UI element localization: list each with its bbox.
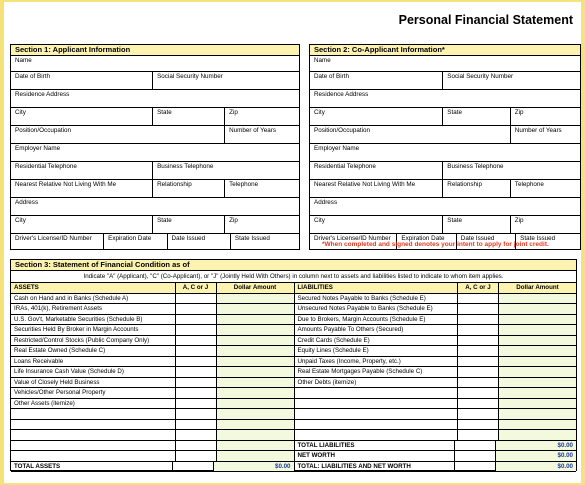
form-field[interactable]: Residential Telephone xyxy=(314,163,376,170)
amount-field[interactable] xyxy=(216,367,294,377)
amount-field[interactable] xyxy=(216,357,294,367)
owner-code-field[interactable] xyxy=(457,336,498,346)
liabilities-table xyxy=(294,283,577,472)
form-field[interactable]: Business Telephone xyxy=(442,162,580,179)
total-amount: $0.00 xyxy=(495,451,576,461)
total-row xyxy=(11,462,294,473)
owner-code-field[interactable] xyxy=(457,399,498,409)
owner-code-field[interactable] xyxy=(457,430,498,440)
owner-code-field[interactable] xyxy=(175,304,216,314)
item-label: Restricted/Control Stocks (Public Company Only) xyxy=(14,336,150,344)
column-header: A, C or J xyxy=(457,283,498,293)
table-row xyxy=(295,357,577,368)
field-row xyxy=(310,56,580,72)
field-row xyxy=(310,162,580,180)
item-label: Other Debts (itemize) xyxy=(297,378,357,386)
form-field[interactable]: Address xyxy=(15,199,39,206)
amount-field[interactable] xyxy=(216,325,294,335)
field-row xyxy=(310,180,580,198)
table-row xyxy=(295,346,577,357)
field-row xyxy=(11,198,299,216)
section-heading: Section 1: Applicant Information xyxy=(11,45,299,56)
table-row xyxy=(295,430,577,441)
owner-code-field[interactable] xyxy=(175,409,216,419)
form-field[interactable]: Driver's License/ID Number xyxy=(314,235,391,242)
form-field[interactable]: Number of Years xyxy=(510,126,580,143)
amount-field[interactable] xyxy=(498,420,576,430)
field-row xyxy=(310,144,580,162)
item-label xyxy=(295,420,458,430)
item-label xyxy=(295,388,458,398)
form-field[interactable]: State xyxy=(152,108,224,125)
owner-code-field[interactable] xyxy=(175,336,216,346)
amount-field[interactable] xyxy=(498,357,576,367)
column-header: LIABILITIES xyxy=(297,284,333,291)
table-row xyxy=(11,325,294,336)
field-row xyxy=(310,126,580,144)
total-row xyxy=(295,441,577,452)
form-field[interactable]: Business Telephone xyxy=(152,162,299,179)
item-label: Life Insurance Cash Value (Schedule D) xyxy=(14,368,124,375)
section-financial-condition xyxy=(10,259,577,471)
item-label: Vehicles/Other Personal Property xyxy=(14,389,106,396)
table-row xyxy=(11,336,294,347)
form-field[interactable]: Position/Occupation xyxy=(15,127,72,134)
item-label: Unsecured Notes Payable to Banks (Schedule E) xyxy=(297,305,433,312)
amount-field[interactable] xyxy=(216,388,294,398)
form-field[interactable]: Zip xyxy=(510,108,580,125)
owner-code-field[interactable] xyxy=(457,304,498,314)
field-row xyxy=(11,90,299,108)
amount-field[interactable] xyxy=(498,315,576,325)
table-row xyxy=(11,378,294,389)
total-label: TOTAL ASSETS xyxy=(14,462,61,470)
table-row xyxy=(295,367,577,378)
table-row xyxy=(11,346,294,357)
owner-code-field[interactable] xyxy=(175,325,216,335)
table-header-row xyxy=(295,283,577,294)
form-field[interactable]: Position/Occupation xyxy=(314,127,371,134)
table-row xyxy=(11,315,294,326)
form-field[interactable]: State xyxy=(442,108,510,125)
item-label: IRAs, 401(k), Retirement Assets xyxy=(14,305,103,312)
form-field[interactable]: Zip xyxy=(510,216,580,233)
form-field[interactable]: Zip xyxy=(224,108,299,125)
table-row xyxy=(11,409,294,420)
total-spacer xyxy=(454,462,495,472)
owner-code-field[interactable] xyxy=(175,399,216,409)
column-header: A, C or J xyxy=(175,283,216,293)
column-header: Dollar Amount xyxy=(498,283,576,293)
form-field[interactable]: Date Issued xyxy=(167,234,230,249)
item-label: Due to Brokers, Margin Accounts (Schedule E) xyxy=(297,315,426,323)
item-label: Cash on Hand and in Banks (Schedule A) xyxy=(14,294,129,302)
field-row xyxy=(11,234,299,249)
form-field[interactable]: State Issued xyxy=(230,234,299,249)
amount-field[interactable] xyxy=(216,451,294,461)
total-spacer xyxy=(454,451,495,461)
form-field[interactable]: Date of Birth xyxy=(314,73,349,80)
item-label: Credit Cards (Schedule E) xyxy=(297,336,370,344)
table-row xyxy=(295,336,577,347)
form-field[interactable]: Telephone xyxy=(510,180,580,197)
item-label xyxy=(295,409,458,419)
form-field[interactable]: Residence Address xyxy=(15,91,70,98)
owner-code-field[interactable] xyxy=(175,441,216,451)
form-field[interactable]: Nearest Relative Not Living With Me xyxy=(15,181,117,188)
form-field[interactable]: Relationship xyxy=(442,180,510,197)
item-label xyxy=(11,451,175,461)
table-row xyxy=(295,304,577,315)
section-heading: Section 3: Statement of Financial Condition as of xyxy=(11,260,576,271)
form-field[interactable]: Date of Birth xyxy=(15,73,50,80)
amount-field[interactable] xyxy=(216,441,294,451)
item-label xyxy=(11,420,175,430)
amount-field[interactable] xyxy=(216,399,294,409)
statement-page xyxy=(4,2,581,483)
table-row xyxy=(295,315,577,326)
item-label: Loans Receivable xyxy=(14,357,64,365)
owner-code-field[interactable] xyxy=(175,294,216,304)
item-label: Value of Closely Held Business xyxy=(14,378,100,386)
field-row xyxy=(11,72,299,90)
form-field[interactable]: Social Security Number xyxy=(442,72,580,89)
table-row xyxy=(11,430,294,441)
item-label xyxy=(295,430,458,440)
applicant-fields xyxy=(11,56,299,249)
amount-field[interactable] xyxy=(216,430,294,440)
owner-code-field[interactable] xyxy=(175,388,216,398)
amount-field[interactable] xyxy=(498,388,576,398)
table-row xyxy=(11,304,294,315)
form-field[interactable]: City xyxy=(314,217,325,224)
table-row xyxy=(11,451,294,462)
form-field[interactable]: Relationship xyxy=(152,180,224,197)
table-row xyxy=(11,388,294,399)
item-label xyxy=(11,441,175,451)
form-field[interactable]: Address xyxy=(314,199,338,206)
form-field[interactable]: Residence Address xyxy=(314,91,369,98)
table-row xyxy=(295,294,577,305)
amount-field[interactable] xyxy=(216,378,294,388)
owner-code-field[interactable] xyxy=(175,420,216,430)
total-amount: $0.00 xyxy=(495,441,576,451)
field-row xyxy=(11,180,299,198)
field-row xyxy=(310,90,580,108)
form-field[interactable]: Name xyxy=(15,57,32,64)
form-field[interactable]: Employer Name xyxy=(15,145,61,152)
field-row xyxy=(11,162,299,180)
amount-field[interactable] xyxy=(498,304,576,314)
column-header: Dollar Amount xyxy=(216,283,294,293)
amount-field[interactable] xyxy=(498,367,576,377)
owner-code-field[interactable] xyxy=(175,357,216,367)
amount-field[interactable] xyxy=(498,378,576,388)
table-row xyxy=(295,420,577,431)
form-field[interactable]: Date Issued xyxy=(456,234,515,249)
table-row xyxy=(295,399,577,410)
form-field[interactable]: Nearest Relative Not Living With Me xyxy=(314,181,416,188)
table-row xyxy=(11,294,294,305)
table-row xyxy=(295,325,577,336)
column-header: ASSETS xyxy=(14,284,39,291)
table-row xyxy=(295,388,577,399)
amount-field[interactable] xyxy=(498,399,576,409)
table-row xyxy=(11,420,294,431)
total-row xyxy=(295,451,577,462)
total-label: TOTAL LIABILITIES xyxy=(297,441,355,449)
amount-field[interactable] xyxy=(498,325,576,335)
total-row xyxy=(295,462,577,473)
amount-field[interactable] xyxy=(498,336,576,346)
form-field[interactable]: Expiration Date xyxy=(396,234,455,249)
table-row xyxy=(11,399,294,410)
item-label xyxy=(295,399,458,409)
item-label xyxy=(11,430,175,440)
field-row xyxy=(11,56,299,72)
table-row xyxy=(11,441,294,452)
total-spacer xyxy=(454,441,495,451)
form-field[interactable]: Social Security Number xyxy=(152,72,299,89)
field-row xyxy=(310,108,580,126)
item-label xyxy=(11,409,175,419)
table-row xyxy=(295,409,577,420)
owner-code-field[interactable] xyxy=(175,367,216,377)
owner-code-field[interactable] xyxy=(457,367,498,377)
form-field[interactable]: Driver's License/ID Number xyxy=(15,235,92,242)
owner-code-field[interactable] xyxy=(457,420,498,430)
owner-code-field[interactable] xyxy=(457,315,498,325)
owner-code-field[interactable] xyxy=(457,409,498,419)
owner-code-field[interactable] xyxy=(175,315,216,325)
owner-code-field[interactable] xyxy=(175,430,216,440)
field-row xyxy=(310,198,580,216)
section-coapplicant xyxy=(309,44,581,250)
instruction-text: Indicate "A" (Applicant), "C" (Co-Applicant), or "J" (Jointly Held With Others) in column next to assets and liabilities listed to indicate to whom item applies. xyxy=(11,271,576,283)
table-row xyxy=(11,357,294,368)
form-field[interactable]: City xyxy=(15,217,26,224)
amount-field[interactable] xyxy=(216,315,294,325)
field-row xyxy=(11,144,299,162)
form-field[interactable]: State xyxy=(442,216,510,233)
form-field[interactable]: Employer Name xyxy=(314,145,360,152)
form-field[interactable]: Zip xyxy=(224,216,299,233)
field-row xyxy=(11,108,299,126)
owner-code-field[interactable] xyxy=(175,451,216,461)
owner-code-field[interactable] xyxy=(457,294,498,304)
item-label: Unpaid Taxes (Income, Property, etc.) xyxy=(297,357,401,365)
form-field[interactable]: Number of Years xyxy=(224,126,299,143)
total-amount: $0.00 xyxy=(213,462,294,472)
total-amount: $0.00 xyxy=(495,462,576,472)
form-field[interactable]: State Issued xyxy=(515,234,580,249)
field-row xyxy=(310,216,580,234)
owner-code-field[interactable] xyxy=(457,388,498,398)
amount-field[interactable] xyxy=(216,294,294,304)
amount-field[interactable] xyxy=(498,430,576,440)
table-row xyxy=(295,378,577,389)
item-label: U.S. Gov't, Marketable Securities (Schedule B) xyxy=(14,315,143,323)
owner-code-field[interactable] xyxy=(457,346,498,356)
item-label: Real Estate Mortgages Payable (Schedule C) xyxy=(297,368,423,375)
amount-field[interactable] xyxy=(498,409,576,419)
section-heading: Section 2: Co-Applicant Information* xyxy=(310,45,580,56)
form-field[interactable]: Residential Telephone xyxy=(15,163,77,170)
page-title: Personal Financial Statement xyxy=(398,13,573,27)
amount-field[interactable] xyxy=(498,294,576,304)
item-label: Amounts Payable To Others (Secured) xyxy=(297,326,404,333)
section-applicant xyxy=(10,44,300,250)
item-label: Securities Held By Broker in Margin Accounts xyxy=(14,326,139,333)
owner-code-field[interactable] xyxy=(175,378,216,388)
joint-credit-note: *When completed and signed denotes your intent to apply for joint credit. xyxy=(322,241,549,248)
form-field[interactable]: State xyxy=(152,216,224,233)
field-row xyxy=(11,126,299,144)
form-field[interactable]: City xyxy=(15,109,26,116)
item-label: Real Estate Owned (Schedule C) xyxy=(14,347,106,354)
assets-table xyxy=(11,283,294,472)
table-header-row xyxy=(11,283,294,294)
total-spacer xyxy=(172,462,213,472)
amount-field[interactable] xyxy=(216,336,294,346)
form-field[interactable]: City xyxy=(314,109,325,116)
amount-field[interactable] xyxy=(216,304,294,314)
owner-code-field[interactable] xyxy=(457,378,498,388)
amount-field[interactable] xyxy=(216,346,294,356)
owner-code-field[interactable] xyxy=(175,346,216,356)
amount-field[interactable] xyxy=(216,420,294,430)
field-row xyxy=(310,72,580,90)
form-field[interactable]: Telephone xyxy=(224,180,299,197)
amount-field[interactable] xyxy=(498,346,576,356)
item-label: Secured Notes Payable to Banks (Schedule E) xyxy=(297,294,426,302)
total-label: TOTAL: LIABILITIES AND NET WORTH xyxy=(297,462,411,470)
form-field[interactable]: Expiration Date xyxy=(103,234,166,249)
table-row xyxy=(11,367,294,378)
form-field[interactable]: Name xyxy=(314,57,331,64)
field-row xyxy=(11,216,299,234)
owner-code-field[interactable] xyxy=(457,357,498,367)
amount-field[interactable] xyxy=(216,409,294,419)
owner-code-field[interactable] xyxy=(457,325,498,335)
coapplicant-fields xyxy=(310,56,580,249)
item-label: Other Assets (itemize) xyxy=(14,399,75,407)
total-label: NET WORTH xyxy=(297,452,335,459)
item-label: Equity Lines (Schedule E) xyxy=(297,347,369,354)
